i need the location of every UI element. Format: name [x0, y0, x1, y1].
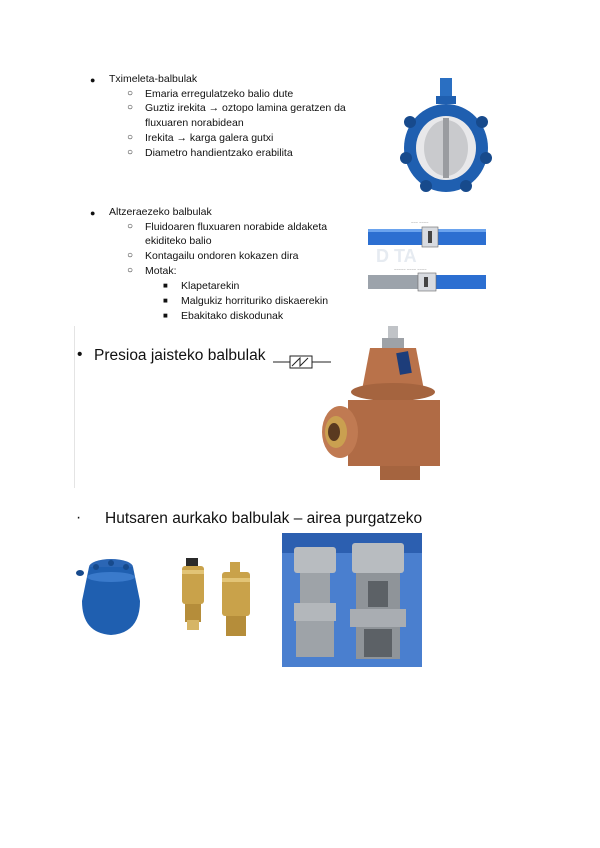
air-release-valve-blue-image [74, 553, 148, 639]
pressure-valve-image [300, 326, 454, 488]
sub-bullet: ○ [127, 221, 134, 232]
list-item: Fluidoaren fluxuaren norabide aldaketa [145, 221, 328, 233]
bullet-dot: ● [90, 208, 96, 218]
type-item: Ebakitako diskodunak [181, 310, 284, 322]
bullet-dot: ● [90, 75, 96, 85]
air-vent-brass-image [176, 554, 262, 640]
svg-text:D TA: D TA [376, 246, 417, 266]
list-item: Diametro handientzako erabilita [145, 147, 293, 159]
bullet-dot: · [76, 509, 82, 526]
section-title-butterfly: Tximeleta-balbulak [109, 73, 198, 85]
sub-bullet: ○ [127, 250, 134, 261]
square-bullet: ■ [163, 296, 168, 305]
square-bullet: ■ [163, 281, 168, 290]
type-item: Klapetarekin [181, 280, 240, 292]
list-item: Motak: [145, 265, 177, 277]
sub-bullet: ○ [127, 132, 134, 143]
square-bullet: ■ [163, 311, 168, 320]
sub-bullet: ○ [127, 88, 134, 99]
list-item: Irekita → karga galera gutxi [145, 132, 274, 144]
list-item: Emaria erregulatzeko balio dute [145, 88, 294, 100]
list-item: Kontagailu ondoren kokazen dira [145, 250, 299, 262]
section-title-vacuum: Hutsaren aurkako balbulak – airea purgatzeko [105, 510, 423, 527]
sub-bullet: ○ [127, 147, 134, 158]
sub-bullet: ○ [127, 265, 134, 276]
butterfly-valve-image [396, 78, 496, 196]
svg-text:~~~ ~~~~: ~~~ ~~~~ [411, 220, 429, 225]
sub-bullet: ○ [127, 102, 134, 113]
list-item: fluxuaren norabidean [145, 117, 244, 129]
section-title-check: Altzeraezeko balbulak [109, 206, 212, 218]
section-title-pressure: Presioa jaisteko balbulak [94, 347, 266, 364]
bullet-dot: • [77, 346, 83, 363]
svg-text:~~~~~ ~~~~ ~~~~: ~~~~~ ~~~~ ~~~~ [394, 267, 427, 272]
list-item: ekiditeko balio [145, 235, 212, 247]
list-item: Guztiz irekita → oztopo lamina geratzen da [145, 102, 346, 114]
pvc-check-valve-image [282, 533, 422, 667]
type-item: Malgukiz horrituriko diskaerekin [181, 295, 329, 307]
check-valve-pipes-image [366, 217, 488, 293]
